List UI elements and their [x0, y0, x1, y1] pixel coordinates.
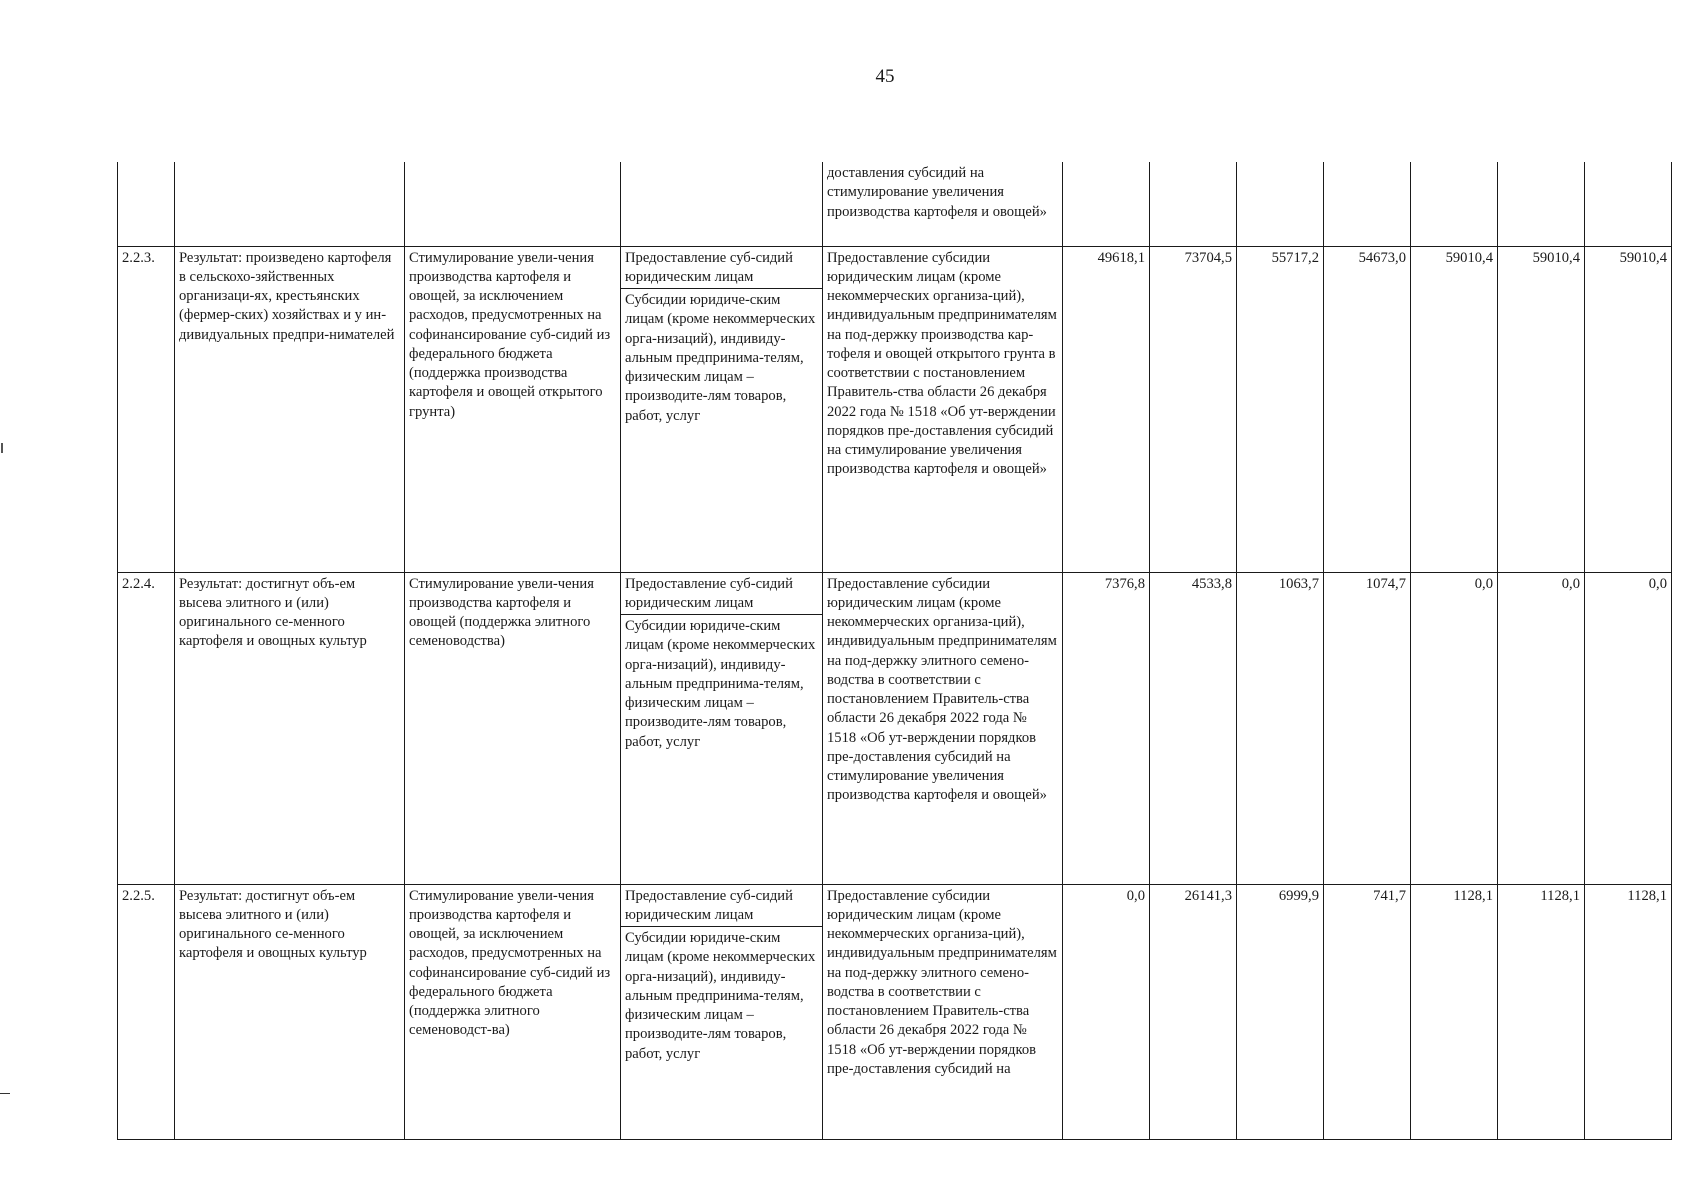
- value-cell: 59010,4: [1411, 246, 1498, 572]
- value-cell: 54673,0: [1324, 246, 1411, 572]
- table-row: [118, 246, 1672, 572]
- mechanism-detail: Субсидии юридиче-ским лицам (кроме некоммерческих орга-низаций), индивиду-альным предпринима-телям, физическим лицам – производите-лям товаров, работ, услуг: [625, 930, 816, 1062]
- mechanism-cell: [621, 572, 823, 884]
- value-cell: [1324, 162, 1411, 246]
- value-cell: 0,0: [1585, 572, 1672, 884]
- value-cell: [1411, 162, 1498, 246]
- code-cell: [118, 162, 175, 246]
- code-cell: 2.2.5.: [118, 884, 175, 1139]
- value-cell: 1128,1: [1498, 884, 1585, 1139]
- mechanism-title: Предоставление суб-сидий юридическим лицам: [621, 247, 822, 290]
- value-cell: 1128,1: [1585, 884, 1672, 1139]
- value-cell: [1237, 162, 1324, 246]
- value-cell: 0,0: [1498, 572, 1585, 884]
- mechanism-title: Предоставление суб-сидий юридическим лицам: [621, 885, 822, 928]
- value-cell: 0,0: [1411, 572, 1498, 884]
- result-cell: Результат: достигнут объ-ем высева элитного и (или) оригинального се-менного картофеля и овощных культур: [175, 884, 405, 1139]
- legal-basis-cell: Предоставление субсидии юридическим лицам (кроме некоммерческих организа-ций), индивидуальным предпринимателям на под-держку производства кар-тофеля и овощей открытого грунта в соответствии с постановлением Правитель-ства области 26 декабря 2022 года № 1518 «Об ут-верждении порядков пре-доставления субсидий на стимулирование увеличения производства картофеля и овощей»: [823, 246, 1063, 572]
- value-cell: [1585, 162, 1672, 246]
- table-row-continuation: [118, 162, 1672, 246]
- table-row: [118, 572, 1672, 884]
- value-cell: 55717,2: [1237, 246, 1324, 572]
- scan-mark: [0, 1093, 10, 1094]
- scan-mark: [1, 443, 3, 453]
- value-cell: 26141,3: [1150, 884, 1237, 1139]
- value-cell: [1063, 162, 1150, 246]
- value-cell: 4533,8: [1150, 572, 1237, 884]
- value-cell: 1063,7: [1237, 572, 1324, 884]
- legal-basis-cell: доставления субсидий на стимулирование увеличения производства картофеля и овощей»: [823, 162, 1063, 246]
- result-cell: [175, 162, 405, 246]
- mechanism-detail: Субсидии юридиче-ским лицам (кроме некоммерческих орга-низаций), индивиду-альным предпринима-телям, физическим лицам – производите-лям товаров, работ, услуг: [625, 292, 816, 424]
- mechanism-title: Предоставление суб-сидий юридическим лицам: [621, 573, 822, 616]
- value-cell: 0,0: [1063, 884, 1150, 1139]
- value-cell: 1128,1: [1411, 884, 1498, 1139]
- value-cell: 59010,4: [1498, 246, 1585, 572]
- code-cell: 2.2.3.: [118, 246, 175, 572]
- mechanism-cell: [621, 162, 823, 246]
- code-cell: 2.2.4.: [118, 572, 175, 884]
- result-cell: Результат: произведено картофеля в сельскохо-зяйственных организаци-ях, крестьянских (фермер-ских) хозяйствах и у ин-дивидуальных предпри-нимателей: [175, 246, 405, 572]
- value-cell: 741,7: [1324, 884, 1411, 1139]
- value-cell: 73704,5: [1150, 246, 1237, 572]
- page-number: 45: [875, 66, 895, 87]
- measure-cell: Стимулирование увели-чения производства картофеля и овощей, за исключением расходов, предусмотренных на софинансирование суб-сидий из федерального бюджета (поддержка элитного семеноводст-ва): [405, 884, 621, 1139]
- value-cell: 49618,1: [1063, 246, 1150, 572]
- value-cell: [1150, 162, 1237, 246]
- mechanism-cell: [621, 884, 823, 1139]
- measure-cell: Стимулирование увели-чения производства картофеля и овощей (поддержка элитного семеноводства): [405, 572, 621, 884]
- program-measures-table: [117, 162, 1672, 1140]
- value-cell: 6999,9: [1237, 884, 1324, 1139]
- value-cell: 7376,8: [1063, 572, 1150, 884]
- legal-basis-cell: Предоставление субсидии юридическим лицам (кроме некоммерческих организа-ций), индивидуальным предпринимателям на под-держку элитного семено-водства в соответствии с постановлением Правитель-ства области 26 декабря 2022 года № 1518 «Об ут-верждении порядков пре-доставления субсидий на: [823, 884, 1063, 1139]
- result-cell: Результат: достигнут объ-ем высева элитного и (или) оригинального се-менного картофеля и овощных культур: [175, 572, 405, 884]
- measure-cell: Стимулирование увели-чения производства картофеля и овощей, за исключением расходов, предусмотренных на софинансирование суб-сидий из федерального бюджета (поддержка производства картофеля и овощей открытого грунта): [405, 246, 621, 572]
- measure-cell: [405, 162, 621, 246]
- value-cell: 1074,7: [1324, 572, 1411, 884]
- value-cell: 59010,4: [1585, 246, 1672, 572]
- table-row: [118, 884, 1672, 1139]
- value-cell: [1498, 162, 1585, 246]
- mechanism-detail: Субсидии юридиче-ским лицам (кроме некоммерческих орга-низаций), индивиду-альным предпринима-телям, физическим лицам – производите-лям товаров, работ, услуг: [625, 618, 816, 750]
- mechanism-cell: [621, 246, 823, 572]
- legal-basis-cell: Предоставление субсидии юридическим лицам (кроме некоммерческих организа-ций), индивидуальным предпринимателям на под-держку элитного семено-водства в соответствии с постановлением Правитель-ства области 26 декабря 2022 года № 1518 «Об ут-верждении порядков пре-доставления субсидий на стимулирование увеличения производства картофеля и овощей»: [823, 572, 1063, 884]
